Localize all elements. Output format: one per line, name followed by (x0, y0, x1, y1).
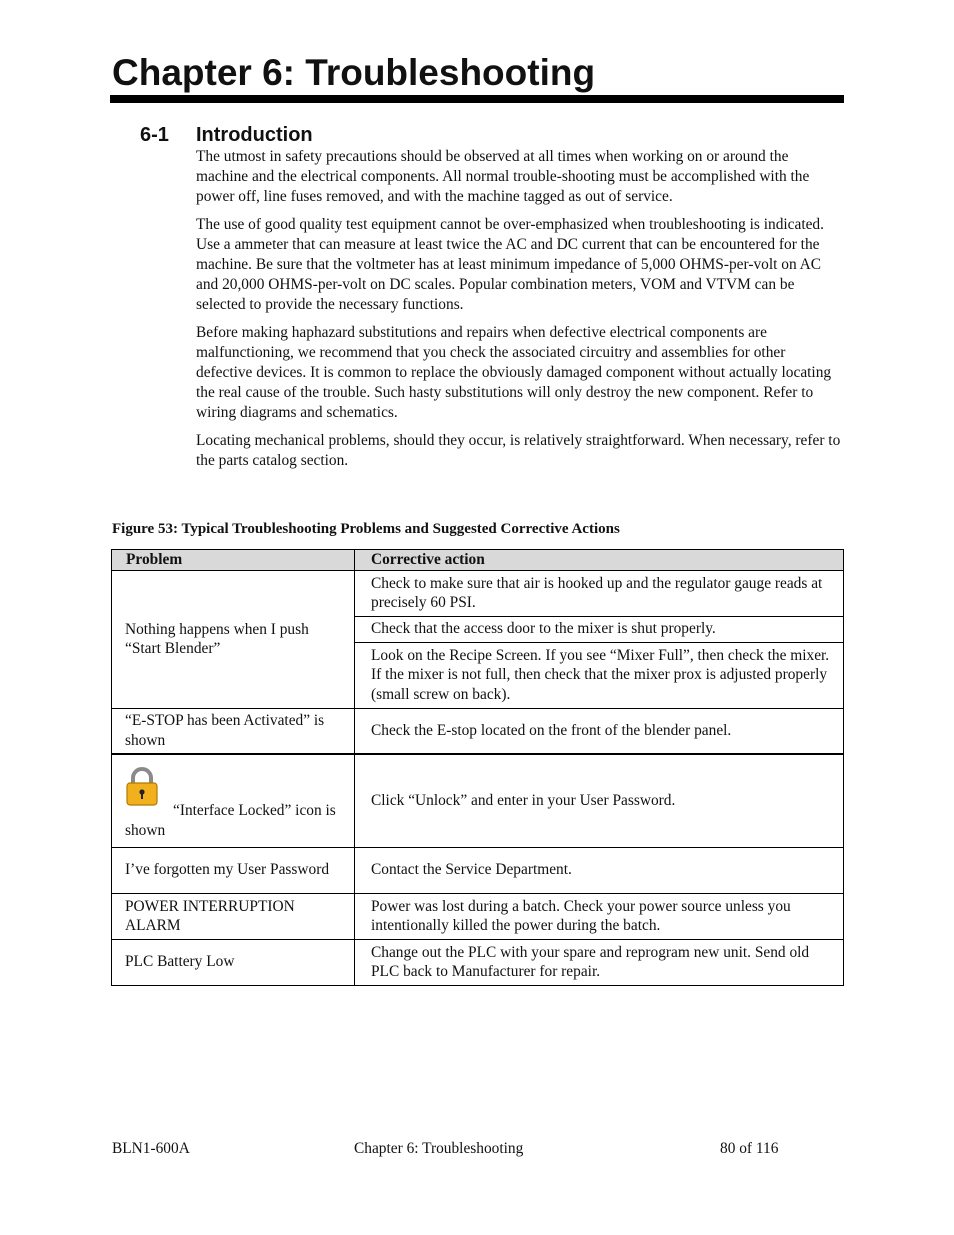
action-cell: Power was lost during a batch. Check your power source unless you intentionally killed the power during the batch. (355, 893, 844, 939)
problem-cell: “E-STOP has been Activated” is shown (112, 708, 355, 754)
action-cell: Contact the Service Department. (355, 847, 844, 893)
troubleshooting-table (111, 549, 844, 986)
header-problem: Problem (112, 550, 355, 571)
intro-body (196, 147, 844, 480)
table-row (112, 939, 844, 985)
section-title: Introduction (196, 124, 313, 146)
section-heading (140, 123, 313, 147)
lock-icon (125, 767, 159, 813)
paragraph: Locating mechanical problems, should they occur, is relatively straightforward. When necessary, refer to the parts catalog section. (196, 432, 841, 470)
chapter-title: Chapter 6: Troubleshooting (112, 52, 596, 93)
header-action: Corrective action (355, 550, 844, 571)
problem-cell (112, 754, 355, 847)
problem-cell: I’ve forgotten my User Password (112, 847, 355, 893)
problem-text: “Interface Locked” icon is shown (125, 802, 336, 839)
action-cell: Check that the access door to the mixer is shut properly. (355, 616, 844, 642)
paragraph: The utmost in safety precautions should be observed at all times when working on or around the machine and the electrical components. All normal trouble-shooting must be accomplished with the power off, line fuses removed, and with the machine tagged as out of service. (196, 148, 810, 205)
paragraph: Before making haphazard substitutions and repairs when defective electrical components are malfunctioning, we recommend that you check the associated circuitry and assemblies for other defective devices. It is common to replace the obviously damaged component without actually locating the real cause of the trouble. Such hasty substitutions will only destroy the new component. Refer to wiring diagrams and schematics. (196, 324, 832, 421)
figure-caption: Figure 53: Typical Troubleshooting Problems and Suggested Corrective Actions (112, 521, 620, 537)
problem-cell: PLC Battery Low (112, 939, 355, 985)
table-row (112, 847, 844, 893)
section-number: 6-1 (140, 124, 169, 146)
table-row (112, 754, 844, 847)
action-cell: Look on the Recipe Screen. If you see “Mixer Full”, then check the mixer. If the mixer is not full, then check that the mixer prox is adjusted properly (small screw on back). (355, 642, 844, 708)
paragraph: The use of good quality test equipment cannot be over-emphasized when troubleshooting is indicated. Use a ammeter that can measure at least twice the AC and DC current that can be encountered for the machine. Be sure that the voltmeter has at least minimum impedance of 5,000 OHMS-per-volt on AC and 20,000 OHMS-per-volt on DC scales. Popular combination meters, VOM and VTVM can be selected to provide the necessary functions. (196, 216, 824, 313)
footer-doc-id: BLN1-600A (112, 1140, 190, 1157)
action-cell: Change out the PLC with your spare and reprogram new unit. Send old PLC back to Manufacturer for repair. (355, 939, 844, 985)
table-row (112, 893, 844, 939)
table-row (112, 708, 844, 754)
action-cell: Check the E-stop located on the front of the blender panel. (355, 708, 844, 754)
action-cell: Check to make sure that air is hooked up and the regulator gauge reads at precisely 60 PSI. (355, 570, 844, 616)
problem-cell: Nothing happens when I push “Start Blender” (112, 570, 355, 708)
table-header-row (112, 550, 844, 571)
action-cell: Click “Unlock” and enter in your User Password. (355, 754, 844, 847)
problem-cell: POWER INTERRUPTION ALARM (112, 893, 355, 939)
footer-page-number: 80 of 116 (720, 1140, 779, 1157)
footer-chapter: Chapter 6: Troubleshooting (354, 1140, 524, 1157)
table-row (112, 570, 844, 616)
title-rule (110, 95, 844, 103)
